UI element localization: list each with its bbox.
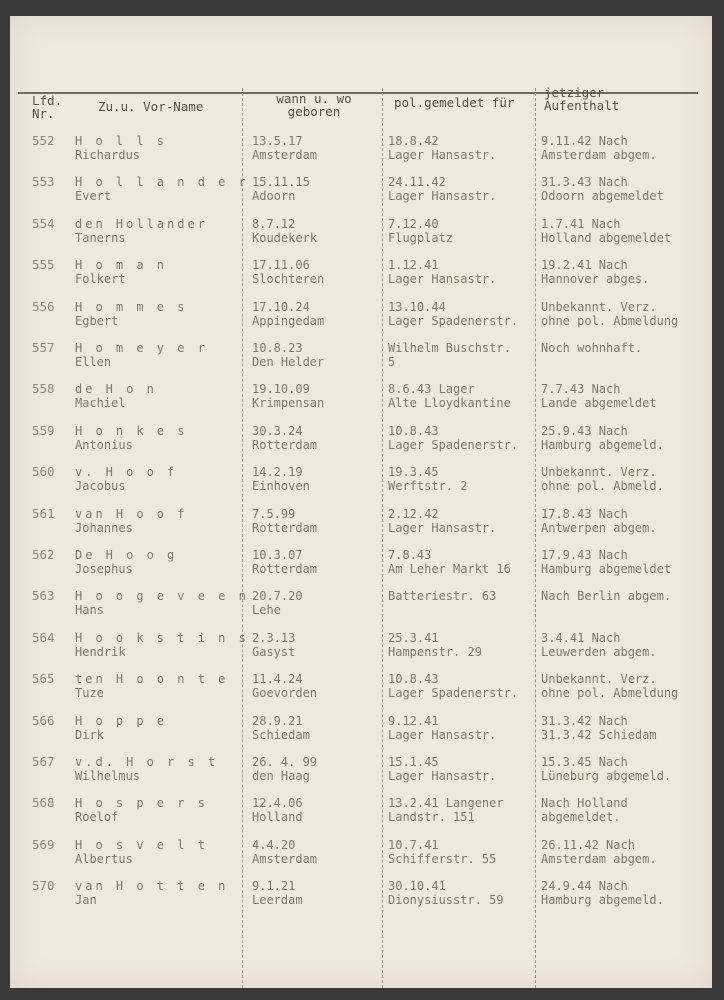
current-stay-line1: 1.7.41 Nach (541, 216, 621, 231)
entry-number: 555 (32, 257, 55, 273)
current-stay-line2: Antwerpen abgem. (541, 520, 657, 535)
table-row (10, 217, 712, 259)
registered-address: Lager Hansastr. (388, 769, 497, 783)
header-name: Zu.u. Vor-Name (98, 99, 204, 114)
current-stay-line2: Amsterdam abgem. (541, 148, 657, 162)
surname: H o m e y e r (75, 341, 208, 355)
registered-address: 5 (388, 355, 396, 369)
birth-place: Lehe (252, 603, 281, 618)
table-row (10, 755, 712, 797)
registered-address: Schifferstr. 55 (388, 851, 497, 866)
birth-date: 30.3.24 (252, 423, 303, 438)
birth-date: 28.9.21 (252, 713, 303, 728)
current-stay-line1: Noch wohnhaft. (541, 341, 643, 355)
registered-address: Dionysiusstr. 59 (388, 893, 504, 908)
registered-date: 1.12.41 (388, 258, 439, 273)
birth-place: Amsterdam (252, 851, 318, 866)
firstname: Folkert (75, 272, 126, 287)
birth-date: 17.10.24 (252, 299, 310, 314)
current-stay-line2: ohne pol. Abmeldung (541, 686, 679, 701)
surname: v.d. H o r s t (75, 755, 219, 769)
birth-date: 13.5.17 (252, 134, 303, 148)
table-row (10, 424, 712, 466)
firstname: Albertus (75, 851, 133, 866)
header-lfd-nr (32, 94, 62, 120)
table-row (10, 631, 712, 673)
firstname: Tuze (75, 686, 104, 701)
firstname: Ellen (75, 355, 112, 369)
table-row (10, 341, 712, 383)
birth-place: Goevorden (252, 686, 318, 701)
birth-date: 19.10.09 (252, 382, 310, 397)
current-stay-line2: Odoorn abgemeldet (541, 189, 664, 204)
surname: van H o o f (75, 506, 188, 521)
entry-number: 566 (32, 712, 55, 728)
table-row (10, 134, 712, 176)
entry-number: 569 (32, 836, 55, 852)
birth-place: Slochteren (252, 272, 325, 287)
registered-date: 25.3.41 (388, 630, 439, 645)
registered-date: 13.10.44 (388, 299, 446, 314)
surname: H o s v e l t (75, 837, 208, 852)
current-stay-line2: ohne pol. Abmeldung (541, 313, 679, 328)
table-row (10, 548, 712, 590)
current-stay-line1: 31.3.42 Nach (541, 713, 628, 728)
birth-place: Leerdam (252, 893, 303, 908)
surname: H o n k e s (75, 423, 188, 438)
birth-place: den Haag (252, 769, 310, 783)
header-stay-line2: Aufenthalt (544, 98, 620, 113)
birth-date: 12.4.06 (252, 796, 303, 811)
current-stay-line1: 15.3.45 Nach (541, 755, 628, 769)
current-stay-line1: 17.9.43 Nach (541, 548, 628, 562)
birth-place: Appingedam (252, 313, 325, 328)
firstname: Evert (75, 189, 112, 204)
header-registered: pol.gemeldet für (394, 95, 515, 110)
birth-date: 20.7.20 (252, 589, 303, 604)
surname: den Hollander (75, 216, 208, 231)
table-row (10, 714, 712, 756)
firstname: Jan (75, 893, 97, 908)
current-stay-line2: Lüneburg abgemeld. (541, 769, 672, 783)
current-stay-line2: Lande abgemeldet (541, 396, 657, 411)
registered-date: 18.8.42 (388, 134, 439, 148)
entry-number: 559 (32, 422, 55, 438)
birth-place: Den Helder (252, 355, 325, 369)
registered-date: 30.10.41 (388, 879, 446, 894)
current-stay-line1: 25.9.43 Nach (541, 423, 628, 438)
entry-number: 553 (32, 174, 55, 190)
table-row (10, 300, 712, 342)
current-stay-line2: Hamburg abgemeld. (541, 893, 664, 908)
birth-place: Holland (252, 810, 303, 825)
current-stay-line2: Amsterdam abgem. (541, 851, 657, 866)
birth-date: 4.4.20 (252, 837, 296, 852)
current-stay-line2: Hamburg abgemeld. (541, 437, 664, 452)
surname: H o l l a n d e r (75, 175, 249, 190)
registered-address: Hampenstr. 29 (388, 644, 482, 659)
registered-date: 10.7.41 (388, 837, 439, 852)
firstname: Jacobus (75, 479, 126, 494)
registered-date: 7.12.40 (388, 216, 439, 231)
birth-place: Krimpensan (252, 396, 325, 411)
registered-date: 9.12.41 (388, 713, 439, 728)
firstname: Antonius (75, 437, 133, 452)
current-stay-line2: ohne pol. Abmeld. (541, 479, 664, 494)
table-row (10, 465, 712, 507)
birth-date: 7.5.99 (252, 506, 296, 521)
firstname: Tanerns (75, 230, 126, 245)
registered-address: Am Leher Markt 16 (388, 562, 511, 576)
entry-number: 568 (32, 795, 55, 811)
current-stay-line2: Holland abgemeldet (541, 230, 672, 245)
current-stay-line1: 31.3.43 Nach (541, 175, 628, 190)
table-row (10, 175, 712, 217)
current-stay-line1: 17.8.43 Nach (541, 506, 628, 521)
firstname: Dirk (75, 727, 104, 742)
registered-address: Lager Spadenerstr. (388, 686, 519, 701)
birth-place: Amsterdam (252, 148, 318, 162)
surname: v. H o o f (75, 465, 178, 480)
birth-date: 10.3.07 (252, 548, 303, 562)
firstname: Machiel (75, 396, 126, 411)
registered-address: Lager Hansastr. (388, 520, 497, 535)
surname: H o m a n (75, 258, 168, 273)
table-row (10, 589, 712, 631)
firstname: Johannes (75, 520, 133, 535)
header-lfd-nr-line2: Nr. (32, 106, 55, 121)
current-stay-line1: 3.4.41 Nach (541, 630, 621, 645)
current-stay-line2: Leuwerden abgem. (541, 644, 657, 659)
header-stay-line1: jetziger (544, 85, 605, 100)
table-row (10, 672, 712, 714)
document-page (10, 16, 712, 988)
firstname: Josephus (75, 562, 133, 576)
surname: H o s p e r s (75, 796, 208, 811)
registered-date: 24.11.42 (388, 175, 446, 190)
entry-number: 556 (32, 298, 55, 314)
header-born-line2: geboren (287, 104, 341, 119)
current-stay-line2: Hamburg abgemeldet (541, 562, 672, 576)
registered-address: Alte Lloydkantine (388, 396, 511, 411)
current-stay-line1: Unbekannt. Verz. (541, 299, 657, 314)
birth-date: 11.4.24 (252, 672, 303, 687)
entry-number: 564 (32, 629, 55, 645)
registered-date: 2.12.42 (388, 506, 439, 521)
entry-number: 565 (32, 671, 55, 687)
current-stay-line1: Nach Holland (541, 796, 628, 811)
surname: H o o g e v e e n (75, 589, 249, 604)
registered-address: Lager Hansastr. (388, 272, 497, 287)
registered-address: Flugplatz (388, 230, 454, 245)
birth-date: 15.11.15 (252, 175, 310, 190)
table-row (10, 507, 712, 549)
table-row (10, 879, 712, 921)
surname: H o m m e s (75, 299, 188, 314)
header-stay (544, 86, 619, 112)
birth-place: Adoorn (252, 189, 296, 204)
entry-number: 560 (32, 464, 55, 480)
header-born-line1: wann u. wo (276, 91, 352, 106)
table-row (10, 796, 712, 838)
surname: H o o k s t i n s (75, 630, 249, 645)
registered-date: 7.8.43 (388, 548, 432, 562)
birth-date: 8.7.12 (252, 216, 296, 231)
surname: H o p p e (75, 713, 168, 728)
firstname: Richardus (75, 148, 141, 162)
birth-date: 26. 4. 99 (252, 755, 318, 769)
surname: de H o n (75, 382, 157, 397)
table-row (10, 258, 712, 300)
registered-address: Lager Hansastr. (388, 189, 497, 204)
entry-number: 570 (32, 878, 55, 894)
birth-place: Schiedam (252, 727, 310, 742)
current-stay-line1: Unbekannt. Verz. (541, 672, 657, 687)
registered-date: 10.8.43 (388, 672, 439, 687)
firstname: Roelof (75, 810, 119, 825)
registered-address: Lager Hansastr. (388, 727, 497, 742)
birth-place: Gasyst (252, 644, 296, 659)
entry-number: 562 (32, 547, 55, 562)
current-stay-line1: Unbekannt. Verz. (541, 465, 657, 480)
firstname: Hendrik (75, 644, 126, 659)
entry-number: 552 (32, 133, 55, 148)
current-stay-line1: 7.7.43 Nach (541, 382, 621, 397)
entry-number: 554 (32, 215, 55, 231)
surname: De H o o g (75, 548, 178, 562)
registered-address: Lager Hansastr. (388, 148, 497, 162)
table-row (10, 382, 712, 424)
surname: van H o t t e n (75, 879, 229, 894)
current-stay-line1: 24.9.44 Nach (541, 879, 628, 894)
birth-place: Rotterdam (252, 562, 318, 576)
surname: H o l l s (75, 134, 168, 148)
registered-date: 13.2.41 Langener (388, 796, 504, 811)
birth-date: 14.2.19 (252, 465, 303, 480)
header-born (264, 92, 364, 118)
registered-address: Landstr. 151 (388, 810, 475, 825)
birth-place: Rotterdam (252, 520, 318, 535)
current-stay-line1: Nach Berlin abgem. (541, 589, 672, 604)
current-stay-line1: 9.11.42 Nach (541, 134, 628, 148)
birth-date: 9.1.21 (252, 879, 296, 894)
registered-date: Batteriestr. 63 (388, 589, 497, 604)
registered-address: Werftstr. 2 (388, 479, 468, 494)
entry-number: 558 (32, 381, 55, 397)
header-lfd-nr-line1: Lfd. (32, 93, 63, 108)
firstname: Hans (75, 603, 104, 618)
registered-date: 8.6.43 Lager (388, 382, 475, 397)
current-stay-line1: 26.11.42 Nach (541, 837, 635, 852)
entry-number: 567 (32, 754, 55, 769)
birth-place: Koudekerk (252, 230, 318, 245)
surname: ten H o o n t e (75, 672, 229, 687)
firstname: Egbert (75, 313, 119, 328)
registered-address: Lager Spadenerstr. (388, 313, 519, 328)
birth-date: 17.11.06 (252, 258, 310, 273)
current-stay-line2: 31.3.42 Schiedam (541, 727, 657, 742)
current-stay-line1: 19.2.41 Nach (541, 258, 628, 273)
registered-date: Wilhelm Buschstr. (388, 341, 511, 355)
registered-address: Lager Spadenerstr. (388, 437, 519, 452)
table-row (10, 838, 712, 880)
registered-date: 10.8.43 (388, 423, 439, 438)
current-stay-line2: Hannover abges. (541, 272, 650, 287)
entry-number: 563 (32, 588, 55, 604)
birth-date: 2.3.13 (252, 630, 296, 645)
registered-date: 19.3.45 (388, 465, 439, 480)
entry-number: 557 (32, 340, 55, 355)
birth-place: Rotterdam (252, 437, 318, 452)
registered-date: 15.1.45 (388, 755, 439, 769)
birth-place: Einhoven (252, 479, 310, 494)
firstname: Wilhelmus (75, 769, 141, 783)
birth-date: 10.8.23 (252, 341, 303, 355)
entry-number: 561 (32, 505, 55, 521)
current-stay-line2: abgemeldet. (541, 810, 621, 825)
